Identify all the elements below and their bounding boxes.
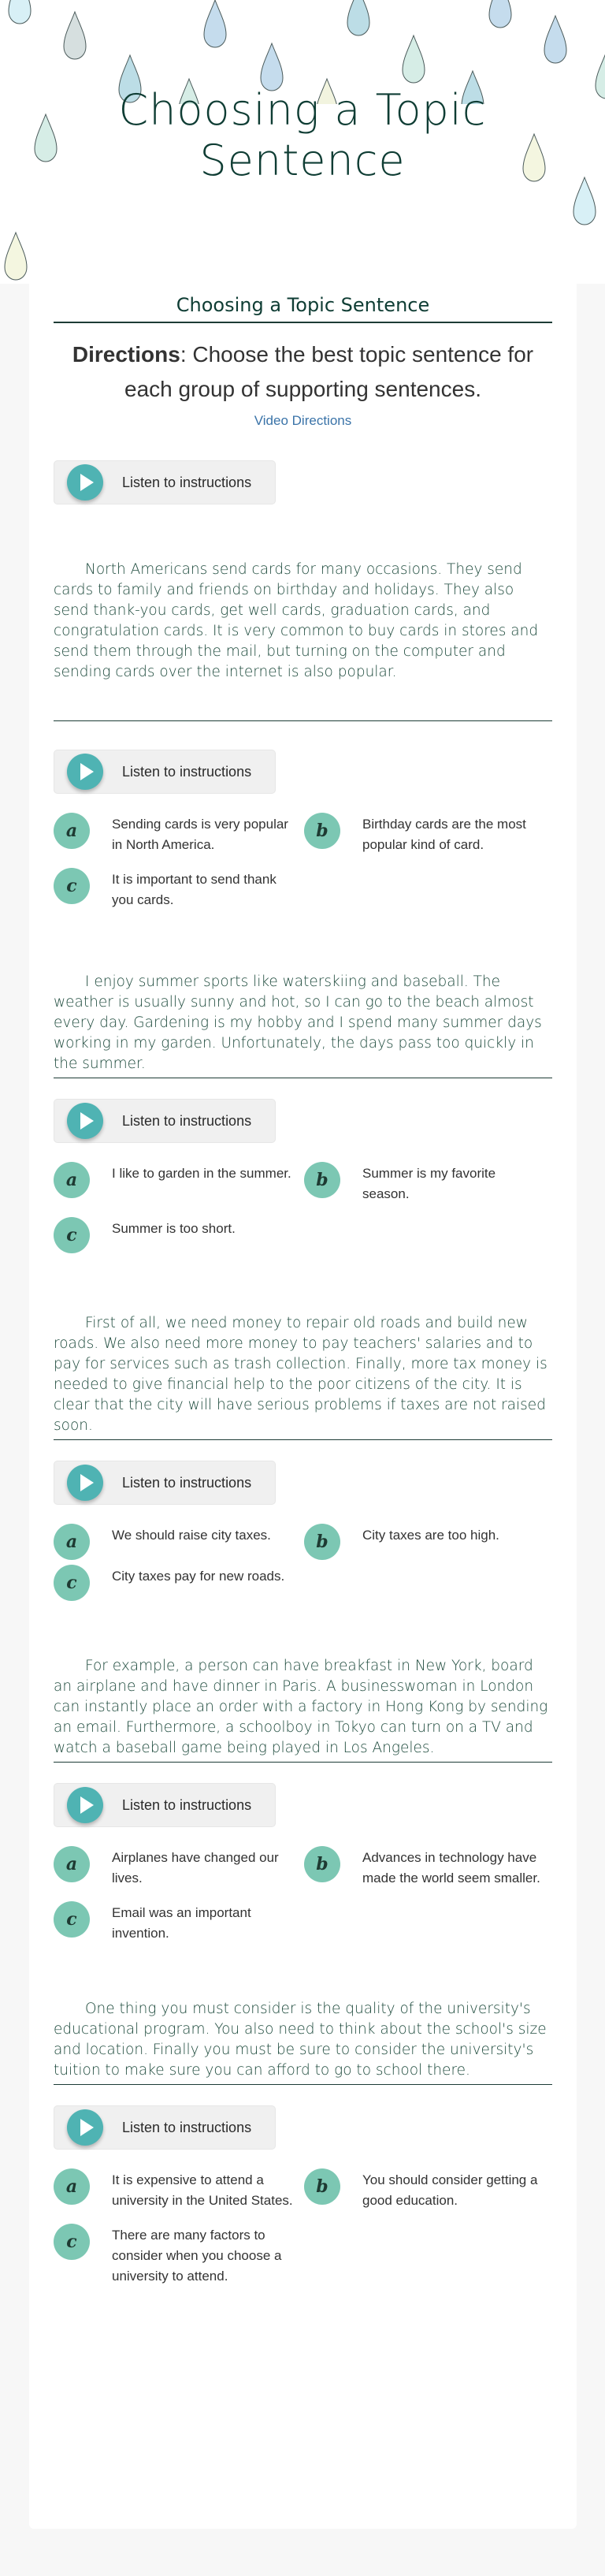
listen-to-instructions-button[interactable] xyxy=(54,2105,276,2150)
option-text: Birthday cards are the most popular kind of card. xyxy=(362,817,526,852)
play-icon xyxy=(67,2109,103,2146)
option-text: It is expensive to attend a university in the United States. xyxy=(112,2172,293,2208)
option-text: Summer is too short. xyxy=(112,1221,236,1236)
banner-title-line-2: Sentence xyxy=(199,136,406,185)
option-letter-bubble: c xyxy=(54,1217,90,1253)
answer-options xyxy=(54,1845,552,1944)
option-letter-bubble: a xyxy=(54,1846,90,1882)
option-b[interactable] xyxy=(304,2167,540,2211)
option-text: Sending cards is very popular in North America. xyxy=(112,817,288,852)
option-text: We should raise city taxes. xyxy=(112,1528,271,1543)
play-icon xyxy=(67,1103,103,1139)
passage-5: One thing you must consider is the quality of the university's educational program. You also need to think about the school's size and location. Finally you must be sure to consider the university's tuition to make sure you can afford to go to school there. xyxy=(54,2001,547,2079)
answer-options xyxy=(54,1160,552,1253)
play-icon xyxy=(67,464,103,501)
answer-options xyxy=(54,2167,552,2287)
video-directions-link[interactable]: Video Directions xyxy=(254,413,352,428)
passage-1: North Americans send cards for many occasions. They send cards to family and friends on birthday and holidays. They also send thank-you cards, get well cards, graduation cards, and congratulation cards. It is very common to buy cards in stores and send them through the mail, but turning on the computer and sending cards over the internet is also popular. xyxy=(54,561,539,680)
option-b[interactable] xyxy=(304,1845,540,1889)
worksheet-card xyxy=(29,284,577,2529)
listen-label: Listen to instructions xyxy=(122,1112,252,1129)
option-b[interactable] xyxy=(304,1522,540,1560)
listen-to-instructions-button[interactable] xyxy=(54,750,276,794)
option-letter-bubble: c xyxy=(54,868,90,904)
option-text: Summer is my favorite season. xyxy=(362,1166,496,1201)
listen-label: Listen to instructions xyxy=(122,1796,252,1813)
option-letter-bubble: a xyxy=(54,813,90,849)
passage-3: First of all, we need money to repair old roads and build new roads. We also need more money to pay teachers' salaries and to pay for services such as trash collection. Finally, more tax money is needed to give financial help to the poor citizens of the city. It is clear that the city will have serious problems if taxes are not raised soon. xyxy=(54,1315,547,1434)
option-letter-bubble: b xyxy=(304,2168,340,2205)
passage-4: For example, a person can have breakfast in New York, board an airplane and have dinner in Paris. A businesswoman in London can instantly place an order with a factory in Hong Kong by sending an email. Furthermore, a schoolboy in Tokyo can turn on a TV and watch a baseball game being played in Los Angeles. xyxy=(54,1658,548,1756)
option-c[interactable] xyxy=(54,866,298,910)
option-a[interactable] xyxy=(54,1160,298,1204)
option-text: City taxes are too high. xyxy=(362,1528,499,1543)
banner-title xyxy=(0,85,605,186)
option-a[interactable] xyxy=(54,811,298,855)
play-icon xyxy=(67,1465,103,1501)
directions xyxy=(54,323,552,407)
answer-options xyxy=(54,1522,552,1601)
option-text: Airplanes have changed our lives. xyxy=(112,1850,279,1885)
option-a[interactable] xyxy=(54,1845,298,1889)
option-c[interactable] xyxy=(54,1563,298,1601)
option-text: City taxes pay for new roads. xyxy=(112,1569,285,1584)
worksheet-title: Choosing a Topic Sentence xyxy=(176,294,430,316)
listen-label: Listen to instructions xyxy=(122,474,252,490)
option-letter-bubble: b xyxy=(304,1162,340,1198)
option-letter-bubble: a xyxy=(54,1524,90,1560)
listen-to-instructions-button[interactable] xyxy=(54,1461,276,1505)
option-c[interactable] xyxy=(54,1900,298,1944)
option-b[interactable] xyxy=(304,1160,540,1204)
option-text: There are many factors to consider when you choose a university to attend. xyxy=(112,2228,282,2284)
directions-label: Directions xyxy=(72,342,180,367)
banner-title-line-1: Choosing a Topic xyxy=(118,85,487,135)
option-b[interactable] xyxy=(304,811,540,855)
listen-label: Listen to instructions xyxy=(122,2119,252,2135)
option-text: Advances in technology have made the world seem smaller. xyxy=(362,1850,540,1885)
option-text: Email was an important invention. xyxy=(112,1905,251,1941)
listen-label: Listen to instructions xyxy=(122,1474,252,1491)
page-bottom-spacer xyxy=(0,2529,605,2576)
directions-text: : Choose the best topic sentence for each group of supporting sentences. xyxy=(124,342,534,401)
option-text: It is important to send thank you cards. xyxy=(112,872,277,907)
option-text: You should consider getting a good education. xyxy=(362,2172,538,2208)
answer-options xyxy=(54,811,552,910)
option-letter-bubble: c xyxy=(54,2224,90,2260)
play-icon xyxy=(67,1787,103,1823)
option-letter-bubble: a xyxy=(54,2168,90,2205)
listen-to-instructions-button[interactable] xyxy=(54,1783,276,1827)
listen-label: Listen to instructions xyxy=(122,763,252,780)
banner xyxy=(0,0,605,284)
option-letter-bubble: c xyxy=(54,1565,90,1601)
listen-to-instructions-button[interactable] xyxy=(54,460,276,504)
option-c[interactable] xyxy=(54,1215,298,1253)
passage-2: I enjoy summer sports like waterskiing and baseball. The weather is usually sunny and hot, so I can go to the beach almost every day. Gardening is my hobby and I spend many summer days working in my garden. Unfortunately, the days pass too quickly in the summer. xyxy=(54,973,542,1072)
option-letter-bubble: b xyxy=(304,1524,340,1560)
listen-to-instructions-button[interactable] xyxy=(54,1099,276,1143)
option-c[interactable] xyxy=(54,2222,298,2287)
option-a[interactable] xyxy=(54,1522,298,1560)
option-letter-bubble: c xyxy=(54,1901,90,1938)
option-letter-bubble: b xyxy=(304,813,340,849)
option-letter-bubble: b xyxy=(304,1846,340,1882)
option-text: I like to garden in the summer. xyxy=(112,1166,291,1181)
option-a[interactable] xyxy=(54,2167,298,2211)
play-icon xyxy=(67,754,103,790)
option-letter-bubble: a xyxy=(54,1162,90,1198)
